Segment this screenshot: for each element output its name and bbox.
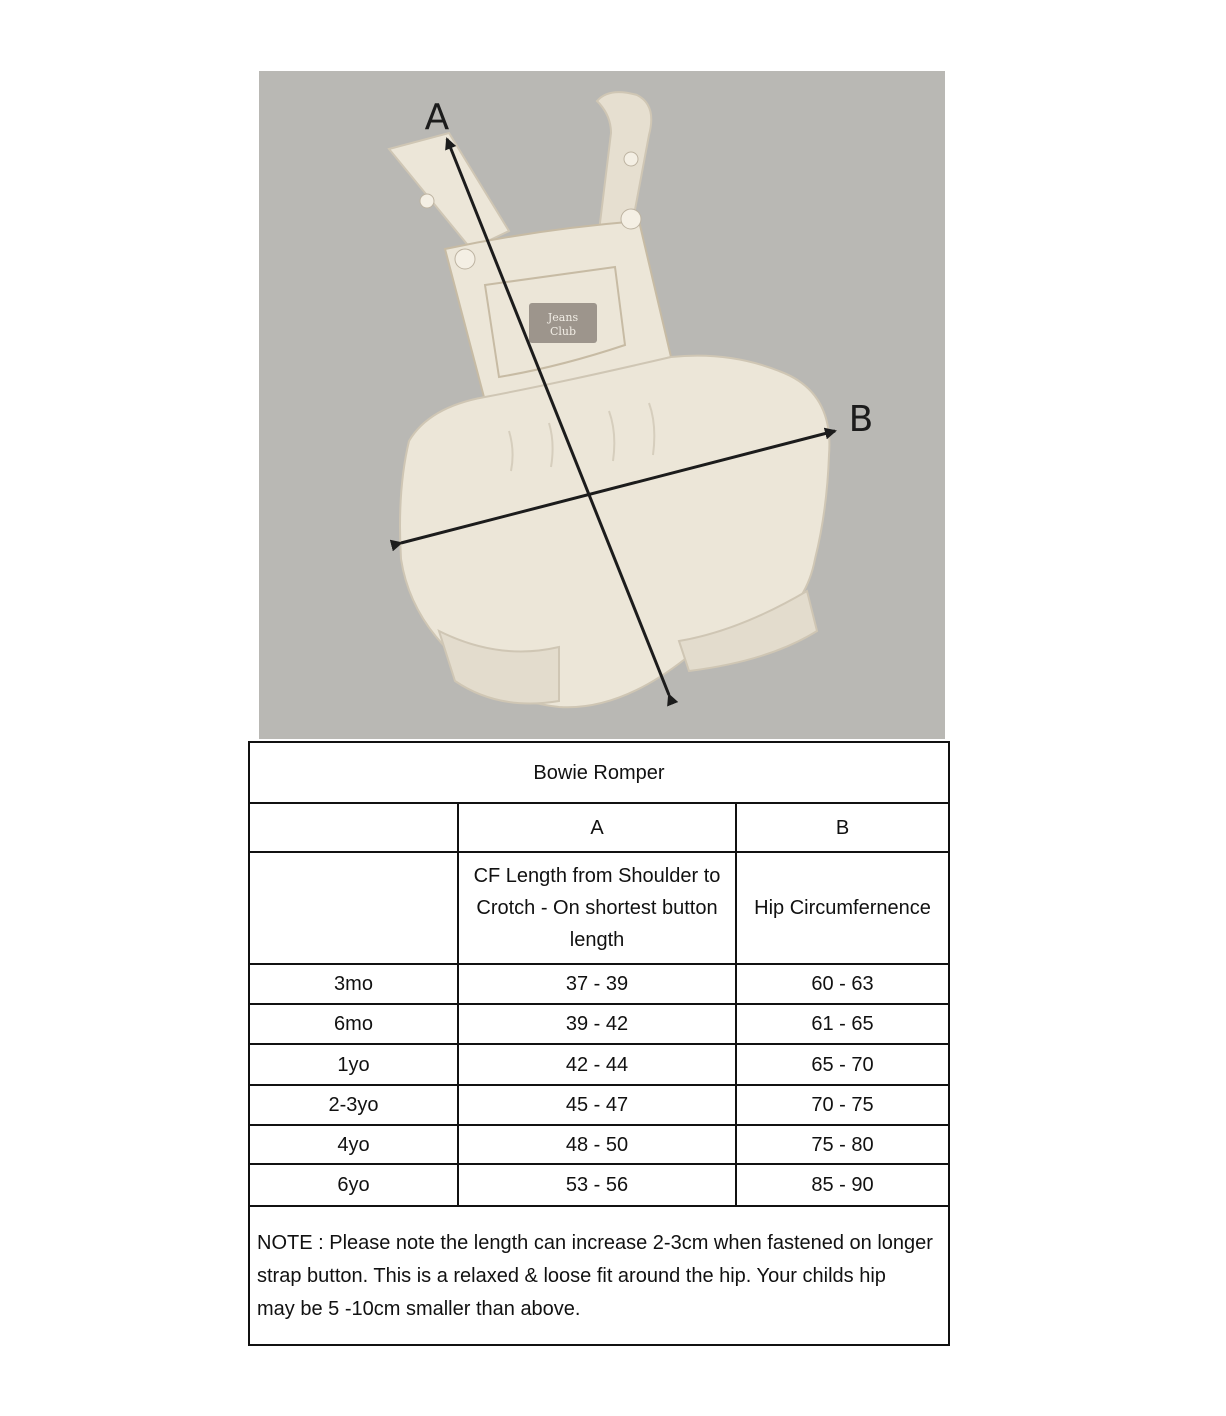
col-a-header: A <box>590 816 604 839</box>
col-b-header: B <box>835 816 850 839</box>
col-a-description: CF Length from Shoulder to Crotch - On shortest button length <box>473 865 721 951</box>
size-label: 3mo <box>334 973 373 995</box>
measure-a: 53 - 56 <box>565 1174 629 1196</box>
size-label: 4yo <box>337 1133 370 1156</box>
fit-note: NOTE : Please note the length can increase 2-3cm when fastened on longer strap button. This is a relaxed & loose fit around the hip. Your childs hip may be 5 -10cm smaller than above. <box>257 1232 933 1320</box>
measure-a: 45 - 47 <box>565 1094 629 1116</box>
svg-text:Club: Club <box>549 325 577 338</box>
size-label: 2-3yo <box>328 1094 379 1116</box>
label-a: A <box>424 97 450 138</box>
table-rule <box>250 1205 948 1207</box>
measure-a: 42 - 44 <box>565 1053 629 1076</box>
button-strap-left <box>420 194 434 208</box>
measure-b: 75 - 80 <box>811 1133 874 1156</box>
measure-b: 85 - 90 <box>811 1174 874 1196</box>
measure-b: 60 - 63 <box>811 973 874 995</box>
col-b-description: Hip Circumfernence <box>754 897 931 919</box>
size-chart-table <box>248 741 950 1346</box>
button-strap <box>624 152 638 166</box>
size-label: 6yo <box>337 1174 370 1196</box>
measure-b: 65 - 70 <box>811 1053 874 1076</box>
svg-text:Jeans: Jeans <box>547 311 579 324</box>
size-label: 6mo <box>334 1013 373 1035</box>
romper-measurement-photo <box>259 71 945 739</box>
measure-b: 70 - 75 <box>811 1094 874 1116</box>
label-b: B <box>848 399 874 440</box>
table-title: Bowie Romper <box>533 761 665 784</box>
brand-patch <box>529 303 597 343</box>
measure-a: 37 - 39 <box>565 973 629 995</box>
button-left <box>455 249 475 269</box>
measure-a: 39 - 42 <box>565 1013 629 1035</box>
size-label: 1yo <box>337 1053 370 1076</box>
measure-b: 61 - 65 <box>811 1013 874 1035</box>
measure-a: 48 - 50 <box>565 1133 629 1156</box>
button-right <box>621 209 641 229</box>
